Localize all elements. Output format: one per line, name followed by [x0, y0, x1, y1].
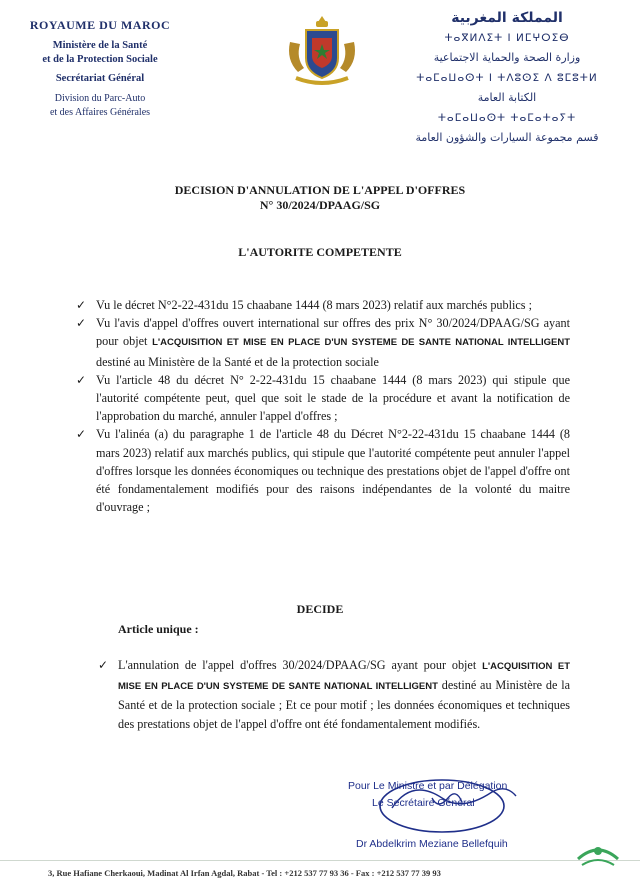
header-right — [392, 8, 622, 148]
consideration-text: Vu l'avis d'appel d'offres ouvert international sur offres des prix N° 30/2024/DPAAG/SG ayant pour objet — [96, 316, 570, 349]
health-logo-icon — [572, 835, 624, 875]
consideration-text: Vu le décret N°2-22-431du 15 chaabane 1444 (8 mars 2023) relatif aux marchés publics ; — [96, 298, 532, 312]
kingdom-name-tifinagh: ⵜⴰⴳⵍⴷⵉⵜ ⵏ ⵍⵎⵖⵔⵉⴱ — [444, 32, 570, 44]
decision-block — [98, 656, 570, 733]
ministry-name-tifinagh: ⵜⴰⵎⴰⵡⴰⵙⵜ ⵏ ⵜⴷⵓⵙⵉ ⴷ ⵓⵎⵓⵜⵍ — [416, 72, 598, 84]
signatory-name: Dr Abdelkrim Meziane Bellefquih — [356, 838, 508, 850]
division-arabic: قسم مجموعة السيارات والشؤون العامة — [415, 131, 599, 144]
document-title — [0, 183, 640, 213]
secretariat-tifinagh: ⵜⴰⵎⴰⵡⴰⵙⵜ ⵜⴰⵎⴰⵜⴰⵢⵜ — [437, 112, 577, 124]
decide-heading: DECIDE — [296, 602, 344, 616]
division-line-2: et des Affaires Générales — [49, 107, 151, 118]
footer-address: 3, Rue Hafiane Cherkaoui, Madinat Al Irfan Agdal, Rabat - Tel : +212 537 77 93 36 - Fax : +212 537 77 39 93 — [48, 868, 441, 878]
consideration-text-end: destiné au Ministère de la Santé et de la protection sociale — [96, 354, 379, 369]
consideration-text: Vu l'article 48 du décret N° 2-22-431du 15 chaabane 1444 (8 mars 2023) qui stipule que l'autorité compétente peut, quel que soit le stade de la procédure et avant la notification de l'approbation du marché, annuler l'appel d'offres ; — [96, 372, 570, 424]
checkmark-icon: ✓ — [76, 372, 87, 387]
secretariat-arabic: الكتابة العامة — [477, 91, 537, 104]
consideration-item — [76, 425, 570, 516]
consideration-text: Vu l'alinéa (a) du paragraphe 1 de l'article 48 du Décret N°2-22-431du 15 chaabane 1444 (8 mars 2023) relatif aux marchés publics, qui stipule que l'autorité compétente peut annuler l'appel d'offres lorsque les données économiques ou technique des prestations objet de l'appel d'offre ont été fondamentalement modifiés pour des raisons indépendantes de la volonté du maitre d'ouvrage ; — [96, 427, 570, 515]
kingdom-name: ROYAUME DU MAROC — [29, 18, 171, 32]
division — [10, 92, 190, 120]
ministry-name — [10, 39, 190, 67]
tender-object: L'ACQUISITION ET MISE EN PLACE D'UN SYSTEME DE SANTE NATIONAL INTELLIGENT — [118, 661, 570, 693]
decision-text: L'annulation de l'appel d'offres 30/2024/DPAAG/SG ayant pour objet — [118, 658, 483, 672]
considerations-list — [76, 296, 570, 516]
decision-text-end: destiné au Ministère de la Santé et de la protection sociale ; Et ce pour motif ; les données économiques et techniques des prestations objet de l'appel d'offre ont été fondamentalement modifiés. — [118, 678, 570, 731]
checkmark-icon: ✓ — [76, 427, 87, 442]
authority-heading: L'AUTORITE COMPETENTE — [238, 245, 402, 259]
article-label: Article unique : — [118, 622, 199, 636]
coat-of-arms-emblem — [282, 12, 362, 92]
header-left — [10, 18, 190, 120]
signature-role: Le Secrétaire Général — [372, 797, 475, 809]
footer-divider — [0, 860, 640, 861]
decision-item — [98, 656, 570, 733]
checkmark-icon: ✓ — [76, 298, 87, 312]
ministry-name-arabic: وزارة الصحة والحماية الاجتماعية — [433, 51, 581, 64]
division-line-1: Division du Parc-Auto — [54, 93, 146, 104]
checkmark-icon: ✓ — [76, 316, 87, 331]
consideration-item — [76, 296, 570, 314]
secretariat: Secrétariat Général — [55, 73, 145, 84]
consideration-item — [76, 371, 570, 426]
ministry-line-2: et de la Protection Sociale — [42, 54, 158, 65]
signature-delegation: Pour Le Ministre et par Délégation — [348, 780, 508, 792]
tender-object: L'ACQUISITION ET MISE EN PLACE D'UN SYSTEME DE SANTE NATIONAL INTELLIGENT — [152, 337, 570, 349]
ministry-line-1: Ministère de la Santé — [52, 40, 148, 51]
consideration-item — [76, 314, 570, 371]
title-line-2: N° 30/2024/DPAAG/SG — [259, 198, 381, 212]
title-line-1: DECISION D'ANNULATION DE L'APPEL D'OFFRES — [174, 183, 466, 197]
checkmark-icon: ✓ — [98, 658, 109, 672]
kingdom-name-arabic: المملكة المغربية — [451, 10, 563, 26]
